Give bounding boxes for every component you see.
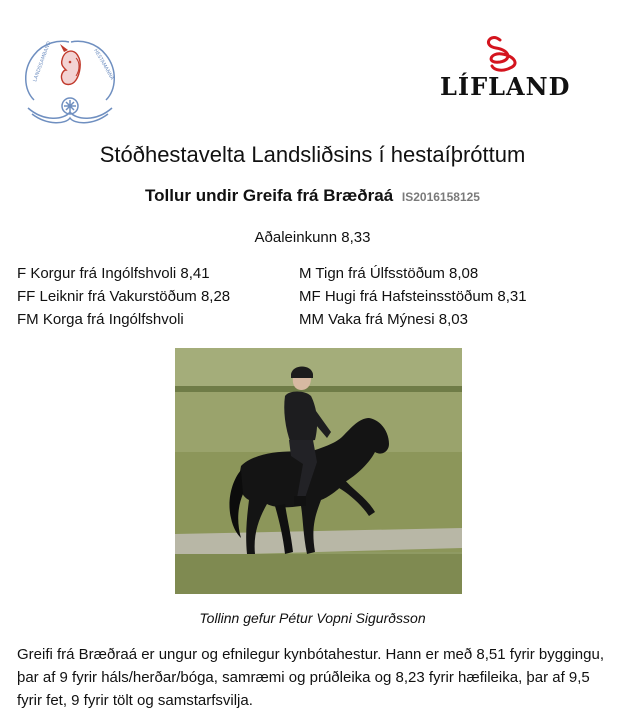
pedigree-line: FF Leiknir frá Vakurstöðum 8,28 [17,288,231,305]
pedigree-line: MF Hugi frá Hafsteinsstöðum 8,31 [299,288,527,305]
main-score: Aðaleinkunn 8,33 [254,229,371,246]
registration-number: IS2016158125 [401,190,480,204]
pedigree-line: F Korgur frá Ingólfshvoli 8,41 [17,265,210,282]
page-title: Stóðhestavelta Landsliðsins í hestaíþróttum [99,142,526,167]
horse-photo [175,348,462,594]
photo-caption: Tollinn gefur Pétur Vopni Sigurðsson [199,610,426,626]
pedigree-father-side [17,262,230,331]
lifland-swirl-icon [440,34,564,74]
pedigree-mother-side [299,262,527,331]
landssamband-logo [14,30,126,128]
pedigree-line: M Tign frá Úlfsstöðum 8,08 [299,265,479,282]
pedigree-line: MM Vaka frá Mýnesi 8,03 [299,311,468,328]
pedigree-line: FM Korga frá Ingólfshvoli [17,311,184,328]
lifland-logo [440,34,571,101]
svg-text:LANDSSAMBAND: LANDSSAMBAND [32,40,53,83]
description-paragraph: Greifi frá Bræðraá er ungur og efnilegur kynbótahestur. Hann er með 8,51 fyrir byggingu, þar af 9 fyrir háls/herðar/bóga, samræmi og prúðleika og 8,23 fyrir hæfileika, þar af 9,5 fyrir fet, 9 fyrir tölt og samstarfsvilja. [17,646,604,709]
svg-text:HESTAMANNA: HESTAMANNA [92,48,115,82]
lifland-wordmark: LÍFLAND [440,72,571,101]
horse-name: Tollur undir Greifa frá Bræðraá [145,186,394,205]
horse-heading [0,186,625,206]
